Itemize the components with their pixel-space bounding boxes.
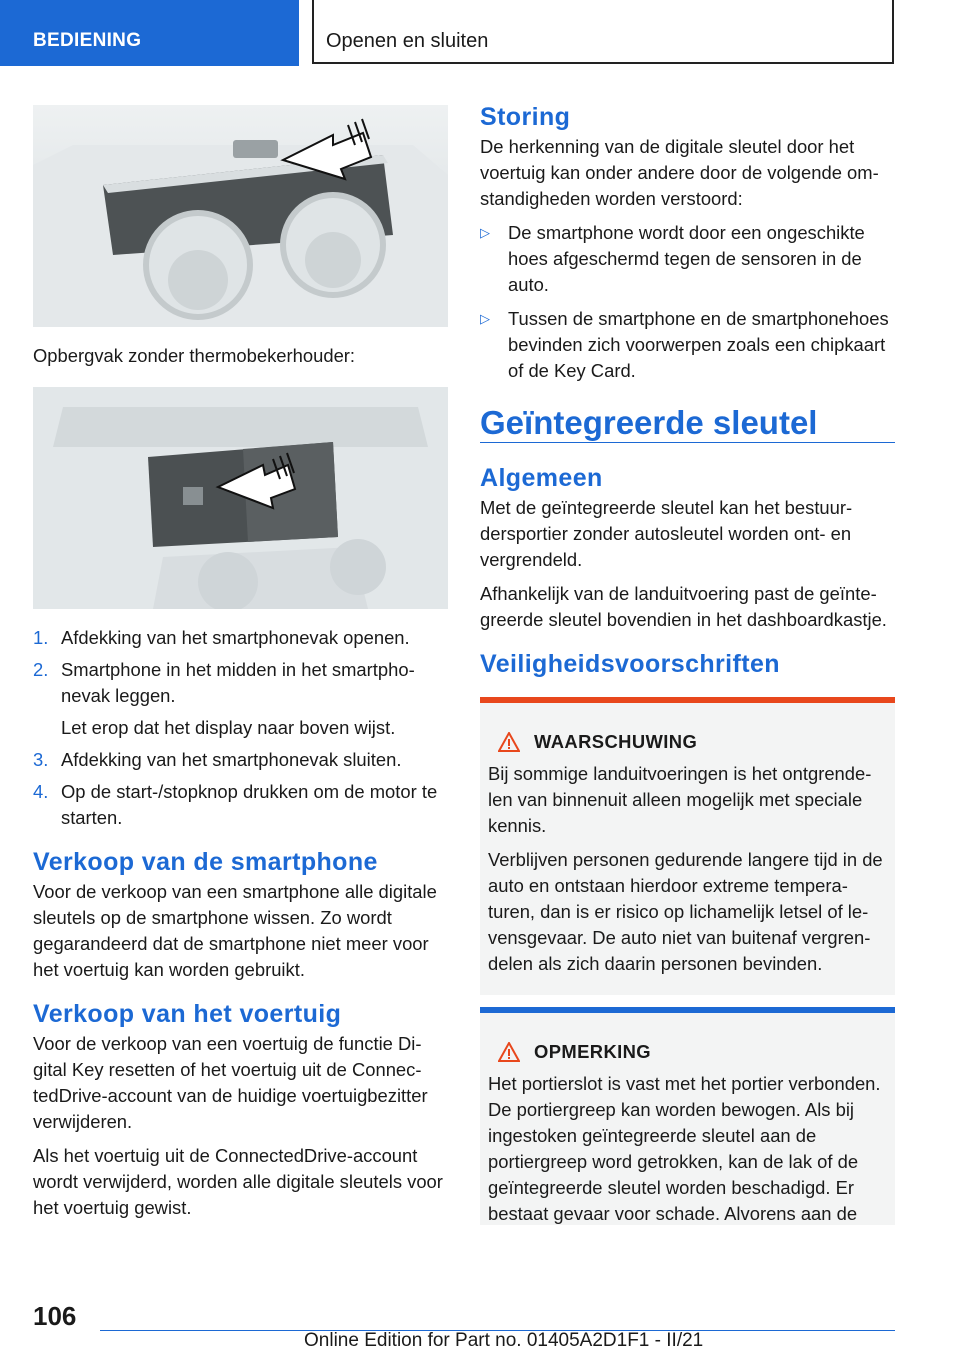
step-number: 4. (33, 781, 49, 802)
sale-phone-text: Voor de verkoop van een smartphone alle digitale sleutels op de smartphone wissen. Zo wordt gegarandeerd dat de smartphone niet meer voor het voertuig kan worden gebruikt. (33, 881, 437, 980)
step-text: Op de start-/stopknop drukken om de motor te starten. (61, 781, 438, 828)
algemeen-text-2: Afhankelijk van de landuitvoering past de geïntegreerde sleutel bovendien in het dashboardkastje. (480, 583, 887, 630)
heading-sale-phone: Verkoop van de smartphone (33, 848, 378, 876)
step-text: Afdekking van het smartphonevak sluiten. (61, 749, 402, 770)
heading-storing: Storing (480, 103, 571, 131)
step-number: 3. (33, 749, 49, 770)
triangle-bullet-icon: ▷ (480, 311, 490, 326)
warning-title: WAARSCHUWING (534, 731, 698, 752)
warning-text-2: Verblijven personen gedurende langere tijd in de auto en ontstaan hierdoor extreme temperaturen, dan is er risico op lichamelijk letsel of levensgevaar. De auto niet van buitenaf vergrendelen als zich daarin personen bevinden. (488, 849, 883, 974)
step-list (33, 625, 448, 831)
section-tab (0, 0, 299, 66)
list-item-text: De smartphone wordt door een ongeschikte hoes afgeschermd tegen de sensoren in de auto. (508, 222, 865, 295)
storage-photo-with-cupholder (33, 105, 448, 327)
photo-caption: Opbergvak zonder thermobekerhouder: (33, 345, 356, 366)
warning-text-1: Bij sommige landuitvoeringen is het ontgrendelen van binnenuit alleen mogelijk met speciale kennis. (488, 763, 872, 836)
sale-vehicle-text-2: Als het voertuig uit de ConnectedDrive-account wordt verwijderd, worden alle digitale sleutels voor het voertuig gewist. (33, 1145, 443, 1218)
step-subtext: Let erop dat het display naar boven wijst. (61, 717, 396, 738)
step-number: 1. (33, 627, 49, 648)
note-title: OPMERKING (534, 1041, 652, 1062)
caution-triangle-icon (498, 1042, 520, 1062)
note-title-row (488, 1039, 887, 1065)
step-item (33, 779, 448, 831)
algemeen-text-1: Met de geïntegreerde sleutel kan het bestuurdersportier zonder autosleutel worden ont- en vergrendeld. (480, 497, 853, 570)
edition-label: Online Edition for Part no. 01405A2D1F1 - II/21 (304, 1330, 704, 1351)
step-number: 2. (33, 659, 49, 680)
triangle-bullet-icon: ▷ (480, 225, 490, 240)
warning-triangle-icon (498, 732, 520, 752)
page-number: 106 (33, 1301, 77, 1331)
storing-list (480, 220, 895, 384)
section-label: BEDIENING (33, 30, 142, 51)
list-item (480, 220, 895, 298)
storing-intro: De herkenning van de digitale sleutel door het voertuig kan onder andere door de volgende omstandigheden worden verstoord: (480, 136, 879, 209)
left-column (33, 105, 448, 1229)
storage-photo-without-cupholder (33, 387, 448, 609)
heading-algemeen: Algemeen (480, 464, 603, 492)
right-column (480, 104, 895, 1225)
step-text: Smartphone in het midden in het smartphonevak leggen. (61, 659, 415, 706)
chapter-header (312, 0, 894, 64)
heading-integrated-key: Geïntegreerde sleutel (480, 410, 895, 443)
list-item-text: Tussen de smartphone en de smartphonehoes bevinden zich voorwerpen zoals een chipkaart of de Key Card. (508, 308, 889, 381)
step-item (33, 747, 448, 773)
step-item (33, 625, 448, 651)
step-item (33, 657, 448, 741)
note-text: Het portierslot is vast met het portier verbonden. De portiergreep kan worden bewogen. Als bij ingestoken geïntegreerde sleutel aan de portiergreep word getrokken, kan de lak of de geïntegreerde sleutel worden beschadigd. Er bestaat gevaar voor schade. Alvorens aan de (488, 1073, 881, 1224)
sale-vehicle-text-1: Voor de verkoop van een voertuig de functie Digital Key resetten of het voertuig uit de ConnectedDrive-account van de huidige voertuigbezitter verwijderen. (33, 1033, 428, 1132)
warning-box (480, 697, 895, 995)
note-box (480, 1007, 895, 1225)
list-item (480, 306, 895, 384)
heading-sale-vehicle: Verkoop van het voertuig (33, 1000, 342, 1028)
warning-title-row (488, 729, 887, 755)
step-text: Afdekking van het smartphonevak openen. (61, 627, 410, 648)
heading-safety: Veiligheidsvoorschriften (480, 650, 780, 678)
chapter-title: Openen en sluiten (326, 30, 489, 52)
